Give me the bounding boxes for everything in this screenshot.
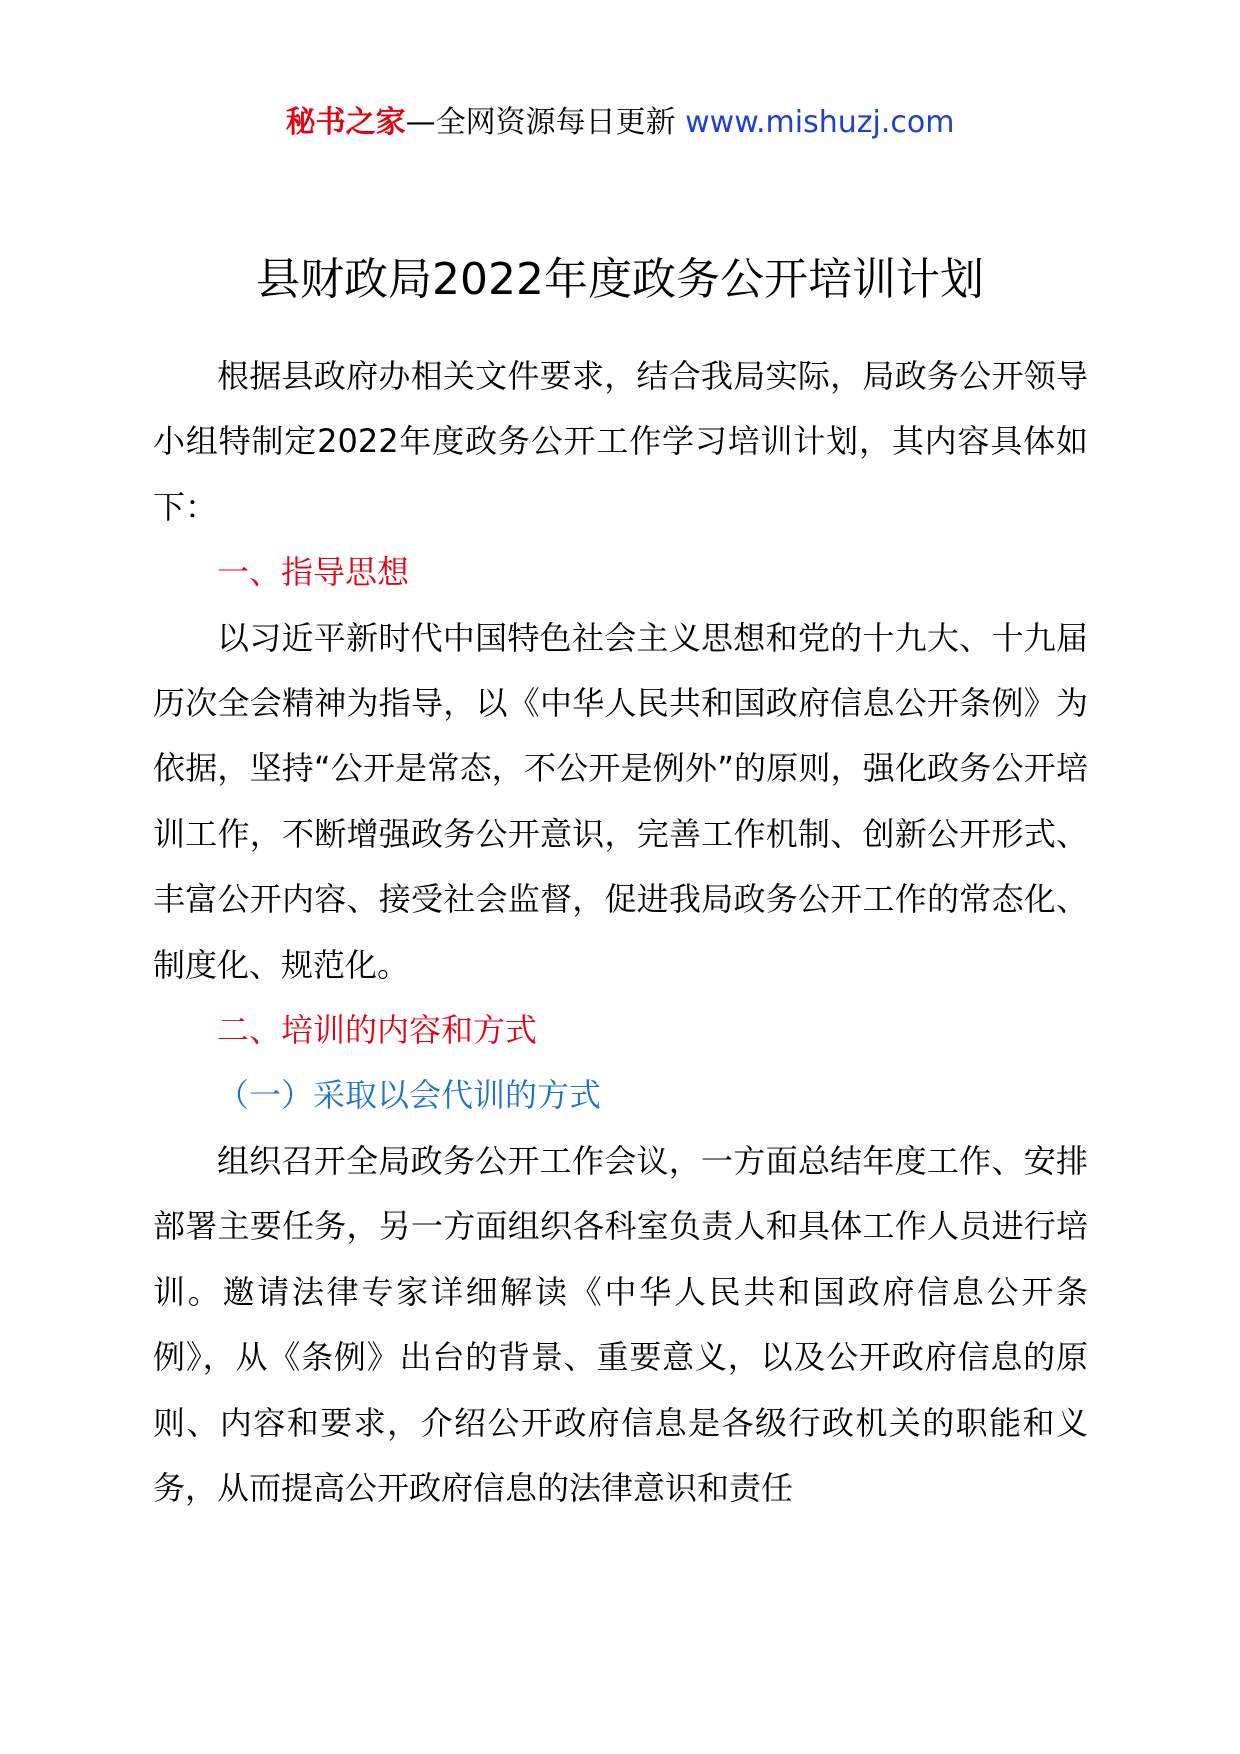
meeting-training-paragraph: 组织召开全局政务公开工作会议，一方面总结年度工作、安排部署主要任务，另一方面组织各科室负责人和具体工作人员进行培训。邀请法律专家详细解读《中华人民共和国政府信息公开条例》，从《条例》出台的背景、重要意义，以及公开政府信息的原则、内容和要求，介绍公开政府信息是各级行政机关的职能和义务，从而提高公开政府信息的法律意识和责任 [153,1141,1088,1507]
document-title: 县财政局2022年度政务公开培训计划 [256,254,984,305]
site-header [0,100,1240,146]
subsection-heading-meeting-training: （一）采取以会代训的方式 [217,1076,602,1115]
site-tagline: —全网资源每日更新 [405,105,686,140]
guiding-ideology-paragraph: 以习近平新时代中国特色社会主义思想和党的十九大、十九届历次全会精神为指导，以《中华人民共和国政府信息公开条例》为依据，坚持“公开是常态，不公开是例外”的原则，强化政务公开培训工作，不断增强政务公开意识，完善工作机制、创新公开形式、丰富公开内容、接受社会监督，促进我局政务公开工作的常态化、制度化、规范化。 [153,618,1088,984]
intro-paragraph: 根据县政府办相关文件要求，结合我局实际，局政务公开领导小组特制定2022年度政务公开工作学习培训计划，其内容具体如下： [153,357,1088,526]
document-body [153,344,1088,1521]
site-url-link[interactable]: www.mishuzj.com [685,105,955,140]
section-heading-training-content: 二、培训的内容和方式 [217,1011,538,1050]
section-heading-guiding-ideology: 一、指导思想 [217,553,410,592]
site-brand: 秘书之家 [285,105,406,140]
